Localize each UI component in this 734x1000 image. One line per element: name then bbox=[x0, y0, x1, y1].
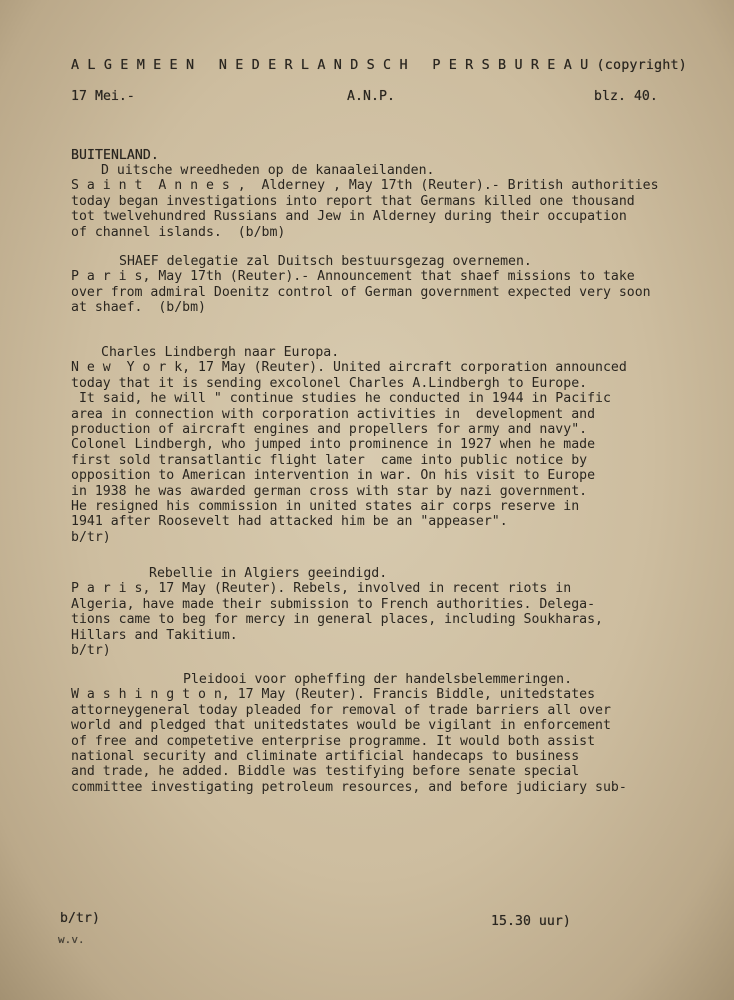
article-title: Pleidooi voor opheffing der handelsbelemmeringen. bbox=[183, 672, 573, 687]
article-line: in 1938 he was awarded german cross with star by nazi government. bbox=[71, 483, 588, 499]
article-line: Colonel Lindbergh, who jumped into prominence in 1927 when he made bbox=[71, 437, 596, 453]
article-line: today that it is sending excolonel Charles A.Lindbergh to Europe. bbox=[71, 375, 588, 391]
article-line: W a s h i n g t o n, 17 May (Reuter). Francis Biddle, unitedstates bbox=[71, 687, 596, 703]
article-line: at shaef. (b/bm) bbox=[71, 300, 206, 316]
article-line: It said, he will " continue studies he conducted in 1944 in Pacific bbox=[71, 391, 611, 407]
footer-time: 15.30 uur) bbox=[491, 914, 571, 929]
article-lindbergh bbox=[71, 345, 627, 545]
article-line: b/tr) bbox=[71, 643, 111, 659]
article-line: committee investigating petroleum resources, and before judiciary sub- bbox=[71, 779, 627, 795]
article-line: P a r i s, 17 May (Reuter). Rebels, involved in recent riots in bbox=[71, 581, 572, 597]
article-line: of free and competetive enterprise programme. It would both assist bbox=[71, 733, 596, 749]
footer-initials: b/tr) bbox=[60, 911, 100, 926]
article-shaef bbox=[71, 254, 651, 316]
article-line: world and pledged that unitedstates would be vigilant in enforcement bbox=[71, 718, 611, 734]
article-line: P a r i s, May 17th (Reuter).- Announcement that shaef missions to take bbox=[71, 269, 635, 285]
article-line: He resigned his commission in united states air corps reserve in bbox=[71, 499, 580, 515]
header-date: 17 Mei.- bbox=[71, 89, 135, 104]
article-title: SHAEF delegatie zal Duitsch bestuursgezag overnemen. bbox=[119, 254, 532, 269]
footer-wv: w.v. bbox=[58, 933, 85, 946]
article-title: Rebellie in Algiers geeindigd. bbox=[149, 566, 388, 581]
article-line: attorneygeneral today pleaded for removal of trade barriers all over bbox=[71, 702, 611, 718]
article-line: b/tr) bbox=[71, 529, 111, 545]
article-line: national security and climinate artificial handecaps to business bbox=[71, 749, 580, 765]
article-line: today began investigations into report that Germans killed one thousand bbox=[71, 193, 635, 209]
article-line: of channel islands. (b/bm) bbox=[71, 224, 286, 240]
article-line: opposition to American intervention in war. On his visit to Europe bbox=[71, 468, 596, 484]
masthead: A L G E M E E N N E D E R L A N D S C H P E R S B U R E A U (copyright) bbox=[71, 58, 687, 73]
article-line: N e w Y o r k, 17 May (Reuter). United aircraft corporation announced bbox=[71, 360, 627, 376]
article-line: area in connection with corporation activities in development and bbox=[71, 406, 596, 422]
header-agency: A.N.P. bbox=[347, 89, 395, 104]
article-title: Charles Lindbergh naar Europa. bbox=[101, 345, 340, 360]
section-title: BUITENLAND. bbox=[71, 148, 159, 163]
article-line: Algeria, have made their submission to French authorities. Delega- bbox=[71, 596, 596, 612]
article-algiers bbox=[71, 566, 603, 658]
article-line: first sold transatlantic flight later came into public notice by bbox=[71, 452, 588, 468]
header-page-number: blz. 40. bbox=[594, 89, 658, 104]
article-line: production of aircraft engines and propellers for army and navy". bbox=[71, 422, 588, 438]
article-title: D uitsche wreedheden op de kanaaleilanden. bbox=[101, 163, 435, 178]
article-line: tions came to beg for mercy in general places, including Soukharas, bbox=[71, 612, 603, 628]
article-line: S a i n t A n n e s , Alderney , May 17th (Reuter).- British authorities bbox=[71, 178, 659, 194]
article-alderney bbox=[71, 163, 659, 240]
article-line: Hillars and Takitium. bbox=[71, 627, 238, 643]
article-line: and trade, he added. Biddle was testifying before senate special bbox=[71, 764, 580, 780]
article-line: tot twelvehundred Russians and Jew in Alderney during their occupation bbox=[71, 209, 627, 225]
article-biddle bbox=[71, 672, 627, 795]
article-line: 1941 after Roosevelt had attacked him be an "appeaser". bbox=[71, 514, 508, 530]
article-line: over from admiral Doenitz control of German government expected very soon bbox=[71, 284, 651, 300]
